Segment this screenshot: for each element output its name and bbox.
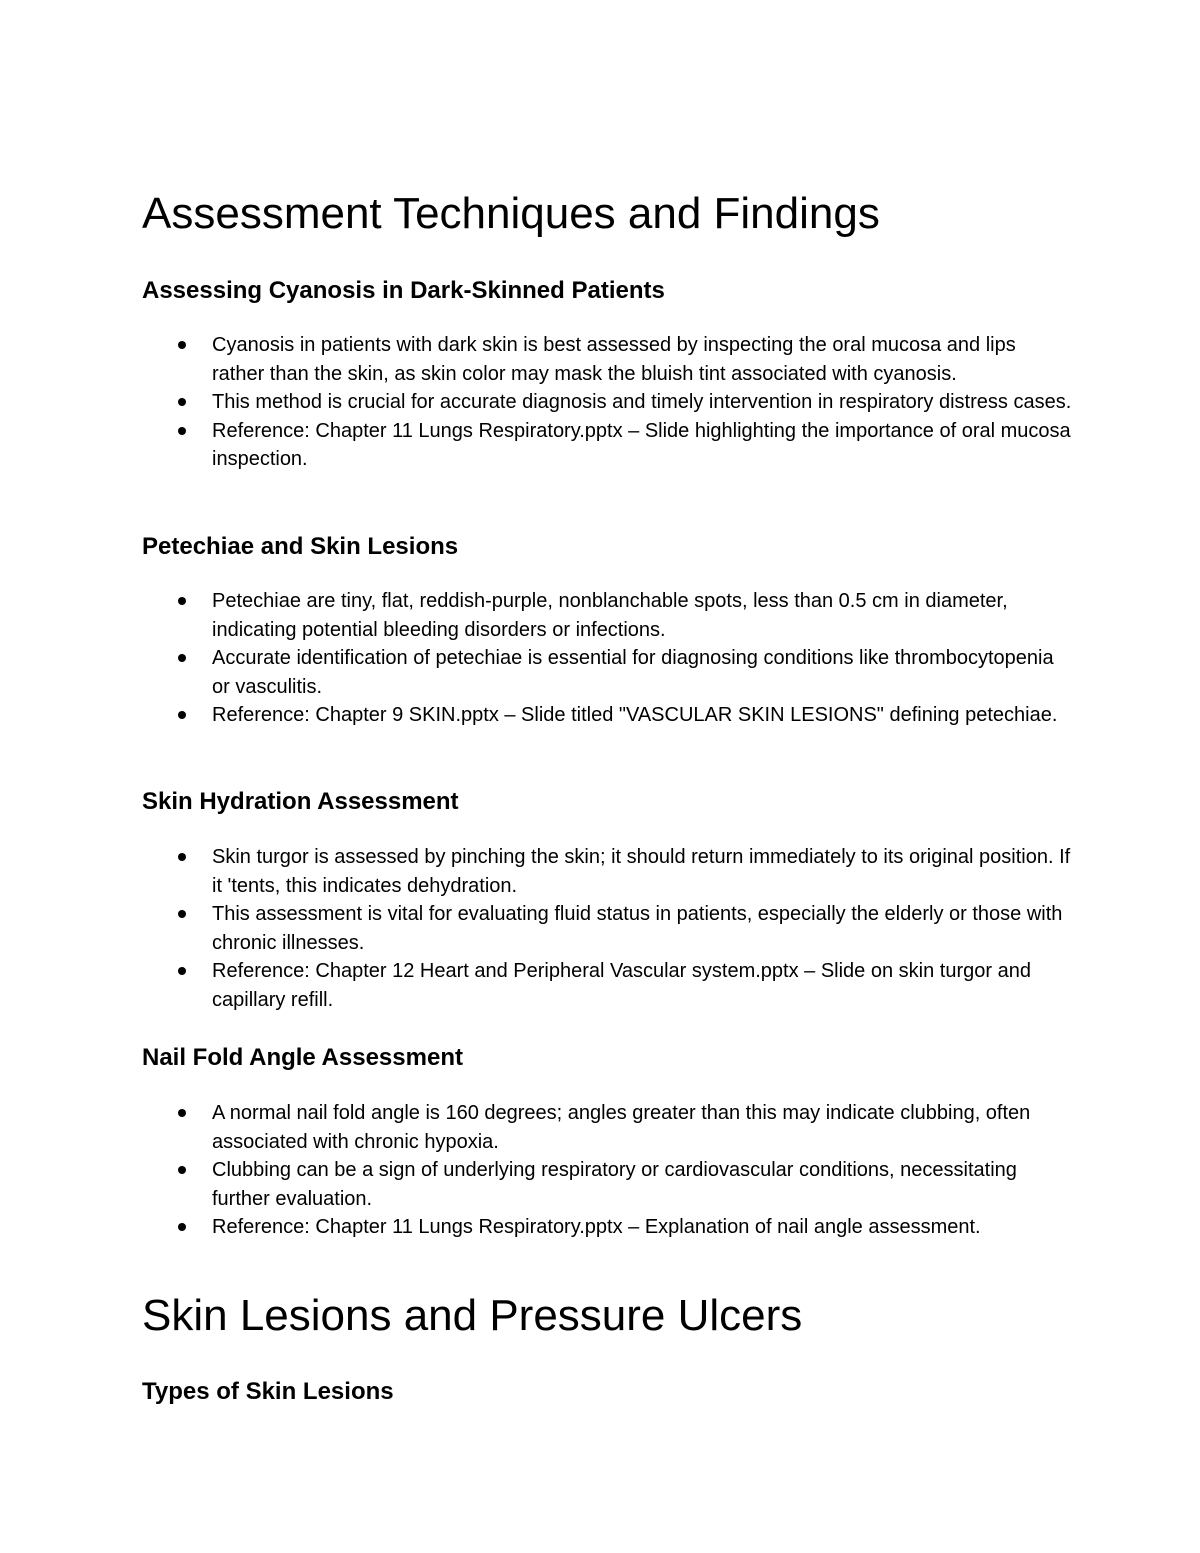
list-item <box>142 644 1072 701</box>
list-item-text: Reference: Chapter 12 Heart and Peripheral Vascular system.pptx – Slide on skin turgor and capillary refill. <box>212 960 1031 1011</box>
bullet-icon <box>178 341 186 349</box>
subsection-heading: Skin Hydration Assessment <box>142 788 459 815</box>
list-item-text: This method is crucial for accurate diagnosis and timely intervention in respiratory distress cases. <box>212 391 1072 413</box>
bullet-icon <box>178 398 186 406</box>
subsection-heading: Types of Skin Lesions <box>142 1378 394 1405</box>
list-item <box>142 957 1072 1014</box>
list-item <box>142 417 1072 474</box>
bullet-icon <box>178 910 186 918</box>
subsection-heading: Petechiae and Skin Lesions <box>142 533 459 560</box>
subsection-heading: Assessing Cyanosis in Dark-Skinned Patients <box>142 277 665 304</box>
bullet-icon <box>178 1109 186 1117</box>
list-item <box>142 331 1072 388</box>
list-item-text: Petechiae are tiny, flat, reddish-purple, nonblanchable spots, less than 0.5 cm in diameter, indicating potential bleeding disorders or infections. <box>212 590 1008 641</box>
list-item <box>142 843 1072 900</box>
bullet-icon <box>178 711 186 719</box>
bullet-icon <box>178 1166 186 1174</box>
list-item-text: Reference: Chapter 11 Lungs Respiratory.pptx – Slide highlighting the importance of oral mucosa inspection. <box>212 419 1071 470</box>
bullet-list <box>142 331 1072 474</box>
list-item <box>142 388 1072 417</box>
bullet-list <box>142 1099 1072 1242</box>
list-item-text: Cyanosis in patients with dark skin is best assessed by inspecting the oral mucosa and lips rather than the skin, as skin color may mask the bluish tint associated with cyanosis. <box>212 334 1016 385</box>
list-item-text: Reference: Chapter 9 SKIN.pptx – Slide titled "VASCULAR SKIN LESIONS" defining petechiae. <box>212 704 1058 726</box>
bullet-list <box>142 587 1072 730</box>
section-title: Skin Lesions and Pressure Ulcers <box>142 1291 803 1340</box>
bullet-icon <box>178 1223 186 1231</box>
list-item <box>142 900 1072 957</box>
list-item <box>142 701 1072 730</box>
bullet-icon <box>178 427 186 435</box>
list-item-text: A normal nail fold angle is 160 degrees; angles greater than this may indicate clubbing, often associated with chronic hypoxia. <box>212 1102 1031 1153</box>
list-item-text: Clubbing can be a sign of underlying respiratory or cardiovascular conditions, necessitating further evaluation. <box>212 1159 1017 1210</box>
bullet-list <box>142 843 1072 1014</box>
list-item <box>142 587 1072 644</box>
bullet-icon <box>178 597 186 605</box>
list-item <box>142 1213 1072 1242</box>
list-item <box>142 1156 1072 1213</box>
bullet-icon <box>178 654 186 662</box>
section-title: Assessment Techniques and Findings <box>142 189 880 238</box>
list-item-text: This assessment is vital for evaluating fluid status in patients, especially the elderly or those with chronic illnesses. <box>212 903 1063 954</box>
list-item-text: Accurate identification of petechiae is essential for diagnosing conditions like thrombocytopenia or vasculitis. <box>212 647 1054 698</box>
bullet-icon <box>178 967 186 975</box>
subsection-heading: Nail Fold Angle Assessment <box>142 1044 463 1071</box>
bullet-icon <box>178 853 186 861</box>
list-item-text: Skin turgor is assessed by pinching the skin; it should return immediately to its original position. If it 'tents, this indicates dehydration. <box>212 846 1071 897</box>
list-item <box>142 1099 1072 1156</box>
list-item-text: Reference: Chapter 11 Lungs Respiratory.pptx – Explanation of nail angle assessment. <box>212 1216 981 1238</box>
